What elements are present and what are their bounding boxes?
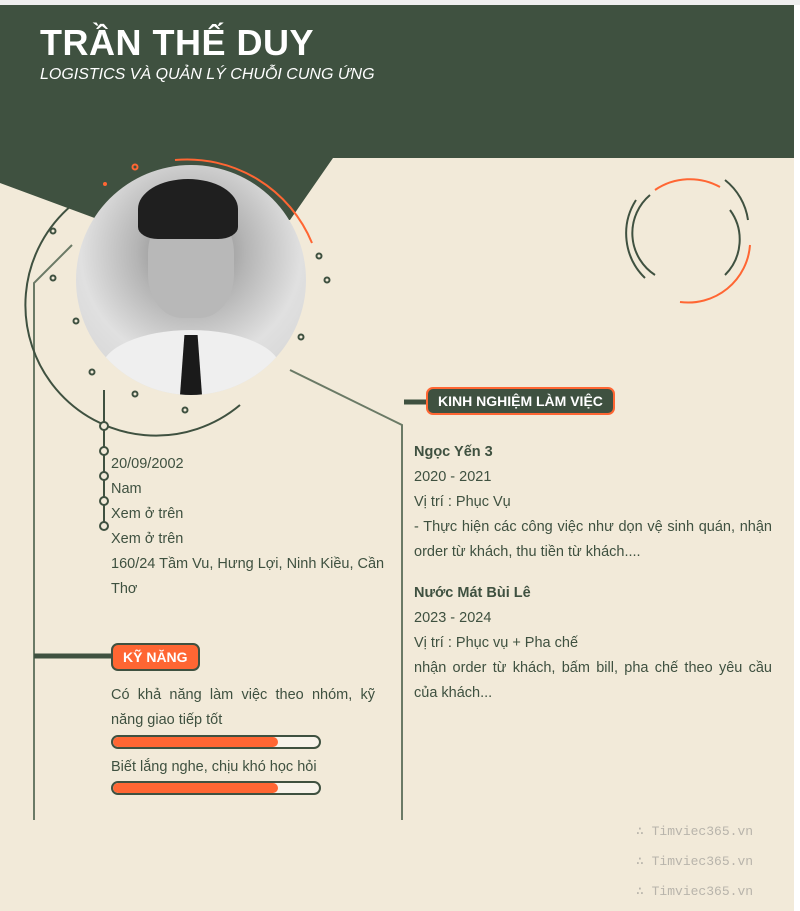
skill-bar bbox=[111, 735, 321, 749]
company-name: Nước Mát Bùi Lê bbox=[414, 585, 531, 601]
skill-label: Biết lắng nghe, chịu khó học hỏi bbox=[111, 759, 317, 775]
phone: Xem ở trên bbox=[111, 506, 184, 522]
description: nhận order từ khách, bấm bill, pha chế theo yêu cầu của khách... bbox=[414, 660, 772, 701]
skills-heading: KỸ NĂNG bbox=[111, 643, 200, 671]
address: 160/24 Tầm Vu, Hưng Lợi, Ninh Kiều, Cần Thơ bbox=[111, 556, 385, 597]
gender: Nam bbox=[111, 481, 142, 497]
skill-bar bbox=[111, 781, 321, 795]
email: Xem ở trên bbox=[111, 531, 184, 547]
birth-date: 20/09/2002 bbox=[111, 456, 184, 472]
experience-item bbox=[414, 581, 772, 706]
personal-info bbox=[111, 452, 391, 602]
watermark: ∴ Timviec365.vn bbox=[636, 884, 754, 899]
period: 2020 - 2021 bbox=[414, 469, 492, 485]
experience-heading: KINH NGHIỆM LÀM VIỆC bbox=[426, 387, 615, 415]
candidate-name: TRẦN THẾ DUY bbox=[40, 22, 314, 63]
role: Vị trí : Phục Vụ bbox=[414, 494, 511, 510]
watermark: ∴ Timviec365.vn bbox=[636, 824, 754, 839]
experience-item bbox=[414, 440, 772, 565]
role: Vị trí : Phục vụ + Pha chế bbox=[414, 635, 579, 651]
period: 2023 - 2024 bbox=[414, 610, 492, 626]
skill-bar-fill bbox=[113, 783, 278, 793]
company-name: Ngọc Yến 3 bbox=[414, 444, 493, 460]
skill-label: Có khả năng làm việc theo nhóm, kỹ năng giao tiếp tốt bbox=[111, 687, 375, 728]
profile-photo bbox=[76, 165, 306, 395]
watermark: ∴ Timviec365.vn bbox=[636, 854, 754, 869]
description: - Thực hiện các công việc như dọn vệ sinh quán, nhận order từ khách, thu tiền từ khách.... bbox=[414, 519, 772, 560]
cv-page bbox=[0, 5, 794, 911]
candidate-position: LOGISTICS VÀ QUẢN LÝ CHUỖI CUNG ỨNG bbox=[40, 66, 375, 83]
skill-bar-fill bbox=[113, 737, 278, 747]
